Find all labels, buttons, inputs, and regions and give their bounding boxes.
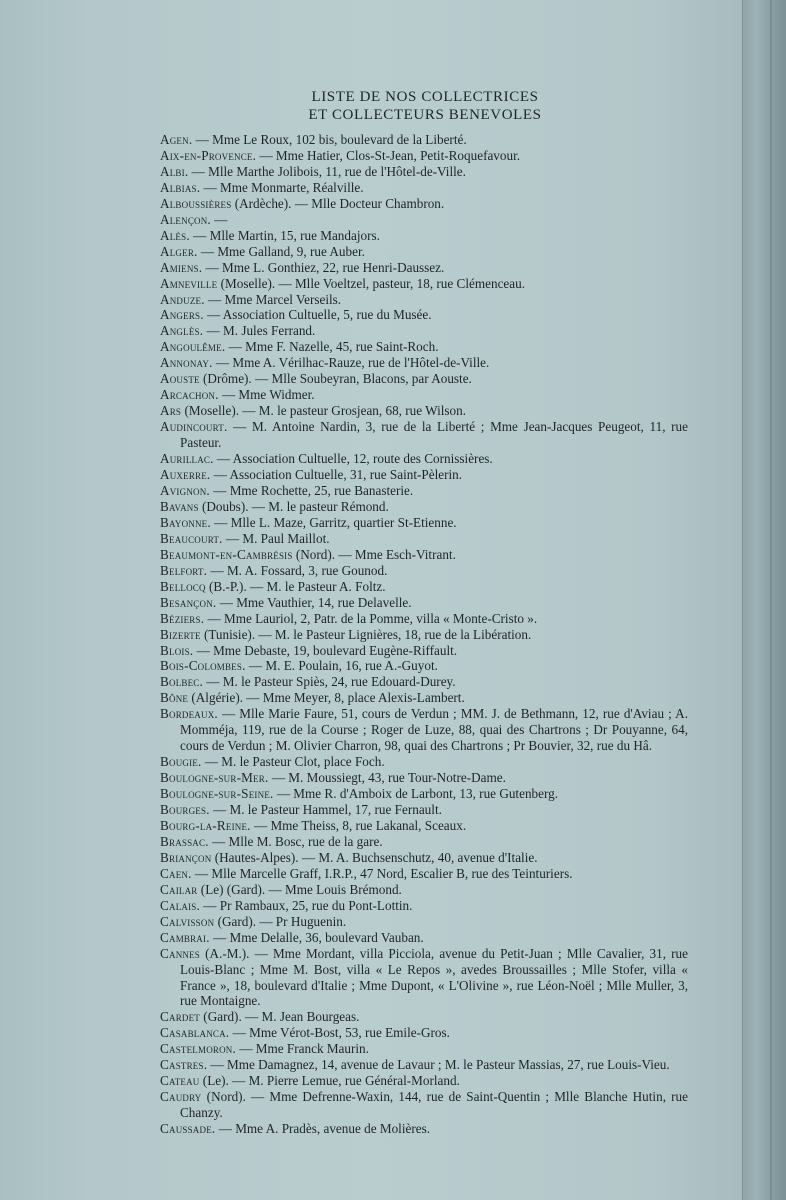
entry-details: (Nord). — Mme Defrenne-Waxin, 144, rue de Saint-Quentin ; Mlle Blanche Hutin, rue Chanzy. (180, 1089, 688, 1121)
list-entry (160, 1089, 688, 1121)
entry-city: Calvisson (160, 913, 215, 929)
list-title-line-2: ET COLLECTEURS BENEVOLES (308, 107, 542, 123)
entry-details: — Mme Debaste, 19, boulevard Eugène-Riffault. (193, 642, 458, 658)
entry-city: Blois. (160, 642, 194, 658)
entry-details: — M. Antoine Nardin, 3, rue de la Liberté ; Mme Jean-Jacques Peugeot, 11, rue Pasteur. (180, 419, 688, 451)
entry-city: Caudry (160, 1089, 202, 1105)
entry-city: Cailar (160, 881, 198, 897)
list-entry (160, 690, 688, 706)
list-entry (160, 547, 688, 563)
entry-city: Albi. (160, 163, 189, 179)
entry-details: — Association Cultuelle, 12, route des Cornissières. (213, 451, 493, 467)
entry-details: — Mlle L. Maze, Garritz, quartier St-Etienne. (210, 514, 457, 530)
list-entry (160, 770, 688, 786)
page-edge (742, 0, 786, 1200)
list-entry (160, 451, 688, 467)
list-entry (160, 1121, 688, 1137)
list-entry (160, 834, 688, 850)
list-entry (160, 403, 688, 419)
entry-details: — Association Cultuelle, 31, rue Saint-Pèlerin. (210, 467, 463, 483)
list-entry (160, 611, 688, 627)
entry-details: (Drôme). — Mlle Soubeyran, Blacons, par Aouste. (199, 371, 472, 387)
entry-details: — Mme Rochette, 25, rue Banasterie. (209, 482, 414, 498)
entry-city: Alençon. (160, 211, 211, 227)
entry-city: Castelmoron. (160, 1041, 236, 1057)
entry-details: — Mme Hatier, Clos-St-Jean, Petit-Roquefavour. (256, 147, 521, 163)
entry-details: — Mme Monmarte, Réalville. (200, 179, 364, 195)
entry-details: — Mlle Martin, 15, rue Mandajors. (189, 227, 380, 243)
entry-details: — M. A. Fossard, 3, rue Gounod. (207, 562, 388, 578)
list-entry (160, 196, 688, 212)
list-entry (160, 212, 688, 228)
entry-details: — Mme Theiss, 8, rue Lakanal, Sceaux. (250, 817, 467, 833)
entry-city: Anduze. (160, 291, 205, 307)
entry-details: — Mme Galland, 9, rue Auber. (197, 243, 365, 259)
entry-city: Agen. (160, 132, 193, 147)
list-entry (160, 754, 688, 770)
list-entry (160, 850, 688, 866)
entry-details: — Mme Le Roux, 102 bis, boulevard de la Liberté. (192, 132, 467, 147)
entry-city: Bolbec. (160, 674, 203, 690)
entry-city: Arcachon. (160, 387, 219, 403)
list-entry (160, 866, 688, 882)
entry-details: — Mme F. Nazelle, 45, rue Saint-Roch. (225, 339, 439, 355)
list-entry (160, 419, 688, 451)
list-entry (160, 260, 688, 276)
list-entry (160, 1057, 688, 1073)
entry-details: — Mme Vauthier, 14, rue Delavelle. (216, 594, 412, 610)
list-entry (160, 387, 688, 403)
entry-city: Alger. (160, 243, 198, 259)
entry-details: — Mlle M. Bosc, rue de la gare. (208, 833, 383, 849)
entry-city: Angers. (160, 307, 204, 323)
entry-city: Bougie. (160, 754, 202, 770)
entry-city: Beaucourt. (160, 530, 223, 546)
entry-details: (A.-M.). — Mme Mordant, villa Picciola, avenue du Petit-Juan ; Mlle Cavalier, 31, rue Louis-Blanc ; Mme M. Bost, villa « Le Repos », avedes Broussailles ; Mlle Stofer, villa « France », 18, boulevard d'Italie ; Mme Dupont, « L'Olivine », rue Léon-Noël ; Mlle Muller, 3, rue Montaigne. (180, 945, 688, 1009)
list-entry (160, 786, 688, 802)
entry-details: — Mme Franck Maurin. (236, 1041, 369, 1057)
list-entry (160, 483, 688, 499)
entry-city: Bizerte (160, 626, 201, 642)
entry-details: (Algérie). — Mme Meyer, 8, place Alexis-Lambert. (188, 690, 465, 706)
entry-city: Amiens. (160, 259, 203, 275)
list-entry (160, 180, 688, 196)
entry-details: — Pr Rambaux, 25, rue du Pont-Lottin. (200, 897, 413, 913)
list-entry (160, 355, 688, 371)
list-entry (160, 1073, 688, 1089)
entry-details: — M. Moussiegt, 43, rue Tour-Notre-Dame. (268, 770, 506, 786)
entry-city: Beaumont-en-Cambrésis (160, 546, 293, 562)
entry-city: Bellocq (160, 578, 206, 594)
entry-city: Alès. (160, 227, 190, 243)
entry-city: Bordeaux. (160, 706, 218, 722)
list-entry (160, 339, 688, 355)
entry-city: Bois-Colombes. (160, 658, 246, 674)
entry-details: — M. le Pasteur Clot, place Foch. (201, 754, 385, 770)
entry-details: — Association Cultuelle, 5, rue du Musée. (203, 307, 432, 323)
entry-city: Bourg-la-Reine. (160, 817, 251, 833)
list-entry (160, 1009, 688, 1025)
entry-details: — Mme Marcel Verseils. (204, 291, 342, 307)
list-entry (160, 292, 688, 308)
entry-city: Briançon (160, 849, 212, 865)
entry-city: Bayonne. (160, 514, 211, 530)
entry-city: Cannes (160, 945, 200, 961)
list-entry (160, 579, 688, 595)
list-entry (160, 132, 688, 148)
entry-details: — (210, 211, 228, 227)
entry-city: Aix-en-Provence. (160, 147, 257, 163)
list-entry (160, 627, 688, 643)
list-entry (160, 515, 688, 531)
list-entry (160, 898, 688, 914)
list-entry (160, 1041, 688, 1057)
entry-city: Cardet (160, 1009, 200, 1025)
entry-city: Cateau (160, 1073, 200, 1089)
entry-city: Caussade. (160, 1121, 216, 1137)
entry-city: Auxerre. (160, 467, 211, 483)
list-entry (160, 802, 688, 818)
entry-city: Casablanca. (160, 1025, 230, 1041)
entry-details: (Gard). — M. Jean Bourgeas. (200, 1009, 360, 1025)
entry-details: — Mlle Marcelle Graff, I.R.P., 47 Nord, Escalier B, rue des Teinturiers. (191, 865, 573, 881)
entry-details: (Le). — M. Pierre Lemue, rue Général-Morland. (199, 1073, 460, 1089)
entry-details: — Mme Lauriol, 2, Patr. de la Pomme, villa « Monte-Cristo ». (204, 610, 538, 626)
entry-city: Aurillac. (160, 451, 214, 467)
entry-city: Annonay. (160, 355, 213, 371)
entry-city: Bavans (160, 498, 199, 514)
entry-city: Angoulême. (160, 339, 226, 355)
list-entry (160, 323, 688, 339)
list-entry (160, 467, 688, 483)
entry-city: Besançon. (160, 594, 217, 610)
list-entry (160, 595, 688, 611)
entry-details: (B.-P.). — M. le Pasteur A. Foltz. (205, 578, 386, 594)
list-entry (160, 818, 688, 834)
entry-city: Caen. (160, 865, 192, 881)
list-entry (160, 914, 688, 930)
collectors-list (160, 132, 688, 1137)
entry-city: Boulogne-sur-Seine. (160, 786, 274, 802)
entry-details: — Mme A. Vérilhac-Rauze, rue de l'Hôtel-de-Ville. (212, 355, 490, 371)
list-entry (160, 164, 688, 180)
entry-details: (Tunisie). — M. le Pasteur Lignières, 18, rue de la Libération. (200, 626, 532, 642)
entry-details: — M. E. Poulain, 16, rue A.-Guyot. (245, 658, 438, 674)
list-entry (160, 643, 688, 659)
list-entry (160, 946, 688, 1010)
list-entry (160, 674, 688, 690)
entry-details: (Moselle). — Mlle Voeltzel, pasteur, 18, rue Clémenceau. (217, 275, 526, 291)
entry-city: Calais. (160, 897, 200, 913)
entry-details: — Mme R. d'Amboix de Larbont, 13, rue Gutenberg. (273, 786, 559, 802)
entry-city: Ars (160, 403, 182, 419)
entry-details: (Hautes-Alpes). — M. A. Buchsenschutz, 40, avenue d'Italie. (211, 849, 538, 865)
list-entry (160, 371, 688, 387)
list-entry (160, 499, 688, 515)
entry-city: Anglès. (160, 323, 204, 339)
entry-details: (Moselle). — M. le pasteur Grosjean, 68, rue Wilson. (181, 403, 467, 419)
entry-city: Brassac. (160, 833, 209, 849)
entry-details: — M. Jules Ferrand. (203, 323, 316, 339)
list-entry (160, 228, 688, 244)
list-title-line-1: LISTE DE NOS COLLECTRICES (311, 89, 539, 105)
entry-details: — M. le Pasteur Spiès, 24, rue Edouard-Durey. (203, 674, 456, 690)
entry-details: — Mme Damagnez, 14, avenue de Lavaur ; M. le Pasteur Massias, 27, rue Louis-Vieu. (207, 1057, 670, 1073)
entry-details: — Mme Delalle, 36, boulevard Vauban. (209, 929, 424, 945)
list-entry (160, 244, 688, 260)
entry-details: — M. Paul Maillot. (222, 530, 330, 546)
list-entry (160, 706, 688, 754)
list-entry (160, 882, 688, 898)
entry-details: (Doubs). — M. le pasteur Rémond. (198, 498, 389, 514)
entry-details: — Mlle Marie Faure, 51, cours de Verdun ; MM. J. de Bethmann, 12, rue d'Aviau ; A. Momméja, 119, rue de la Course ; Roger de Luze, 88, quai des Chartrons ; Dr Pouyanne, 64, cours de Verdun ; M. Olivier Charron, 98, quai des Chartrons ; Pr Bouvier, 32, rue du Hâ. (180, 706, 688, 754)
entry-details: — Mme Vérot-Bost, 53, rue Emile-Gros. (229, 1025, 450, 1041)
entry-details: — Mme A. Pradès, avenue de Molières. (215, 1121, 431, 1137)
entry-city: Castres. (160, 1057, 208, 1073)
entry-details: — Mlle Marthe Jolibois, 11, rue de l'Hôtel-de-Ville. (188, 163, 466, 179)
entry-city: Audincourt. (160, 419, 228, 435)
list-entry (160, 563, 688, 579)
list-entry (160, 658, 688, 674)
page-fold-line (770, 0, 772, 1200)
entry-details: — Mme Widmer. (218, 387, 315, 403)
entry-details: (Ardèche). — Mlle Docteur Chambron. (231, 195, 445, 211)
list-entry (160, 276, 688, 292)
list-entry (160, 307, 688, 323)
entry-details: (Nord). — Mme Esch-Vitrant. (292, 546, 456, 562)
entry-city: Belfort. (160, 562, 208, 578)
entry-city: Alboussières (160, 195, 232, 211)
entry-city: Avignon. (160, 482, 210, 498)
entry-details: — Mme L. Gonthiez, 22, rue Henri-Daussez. (202, 259, 445, 275)
entry-city: Cambrai. (160, 929, 210, 945)
entry-city: Bône (160, 690, 189, 706)
list-entry (160, 531, 688, 547)
entry-city: Amneville (160, 275, 218, 291)
list-entry (160, 930, 688, 946)
entry-details: — M. le Pasteur Hammel, 17, rue Fernault. (209, 802, 442, 818)
entry-city: Boulogne-sur-Mer. (160, 770, 269, 786)
list-entry (160, 148, 688, 164)
entry-details: (Gard). — Pr Huguenin. (214, 913, 347, 929)
entry-city: Bourges. (160, 802, 210, 818)
entry-details: (Le) (Gard). — Mme Louis Brémond. (197, 881, 402, 897)
entry-city: Béziers. (160, 610, 205, 626)
entry-city: Albias. (160, 179, 201, 195)
list-entry (160, 1025, 688, 1041)
entry-city: Aouste (160, 371, 200, 387)
